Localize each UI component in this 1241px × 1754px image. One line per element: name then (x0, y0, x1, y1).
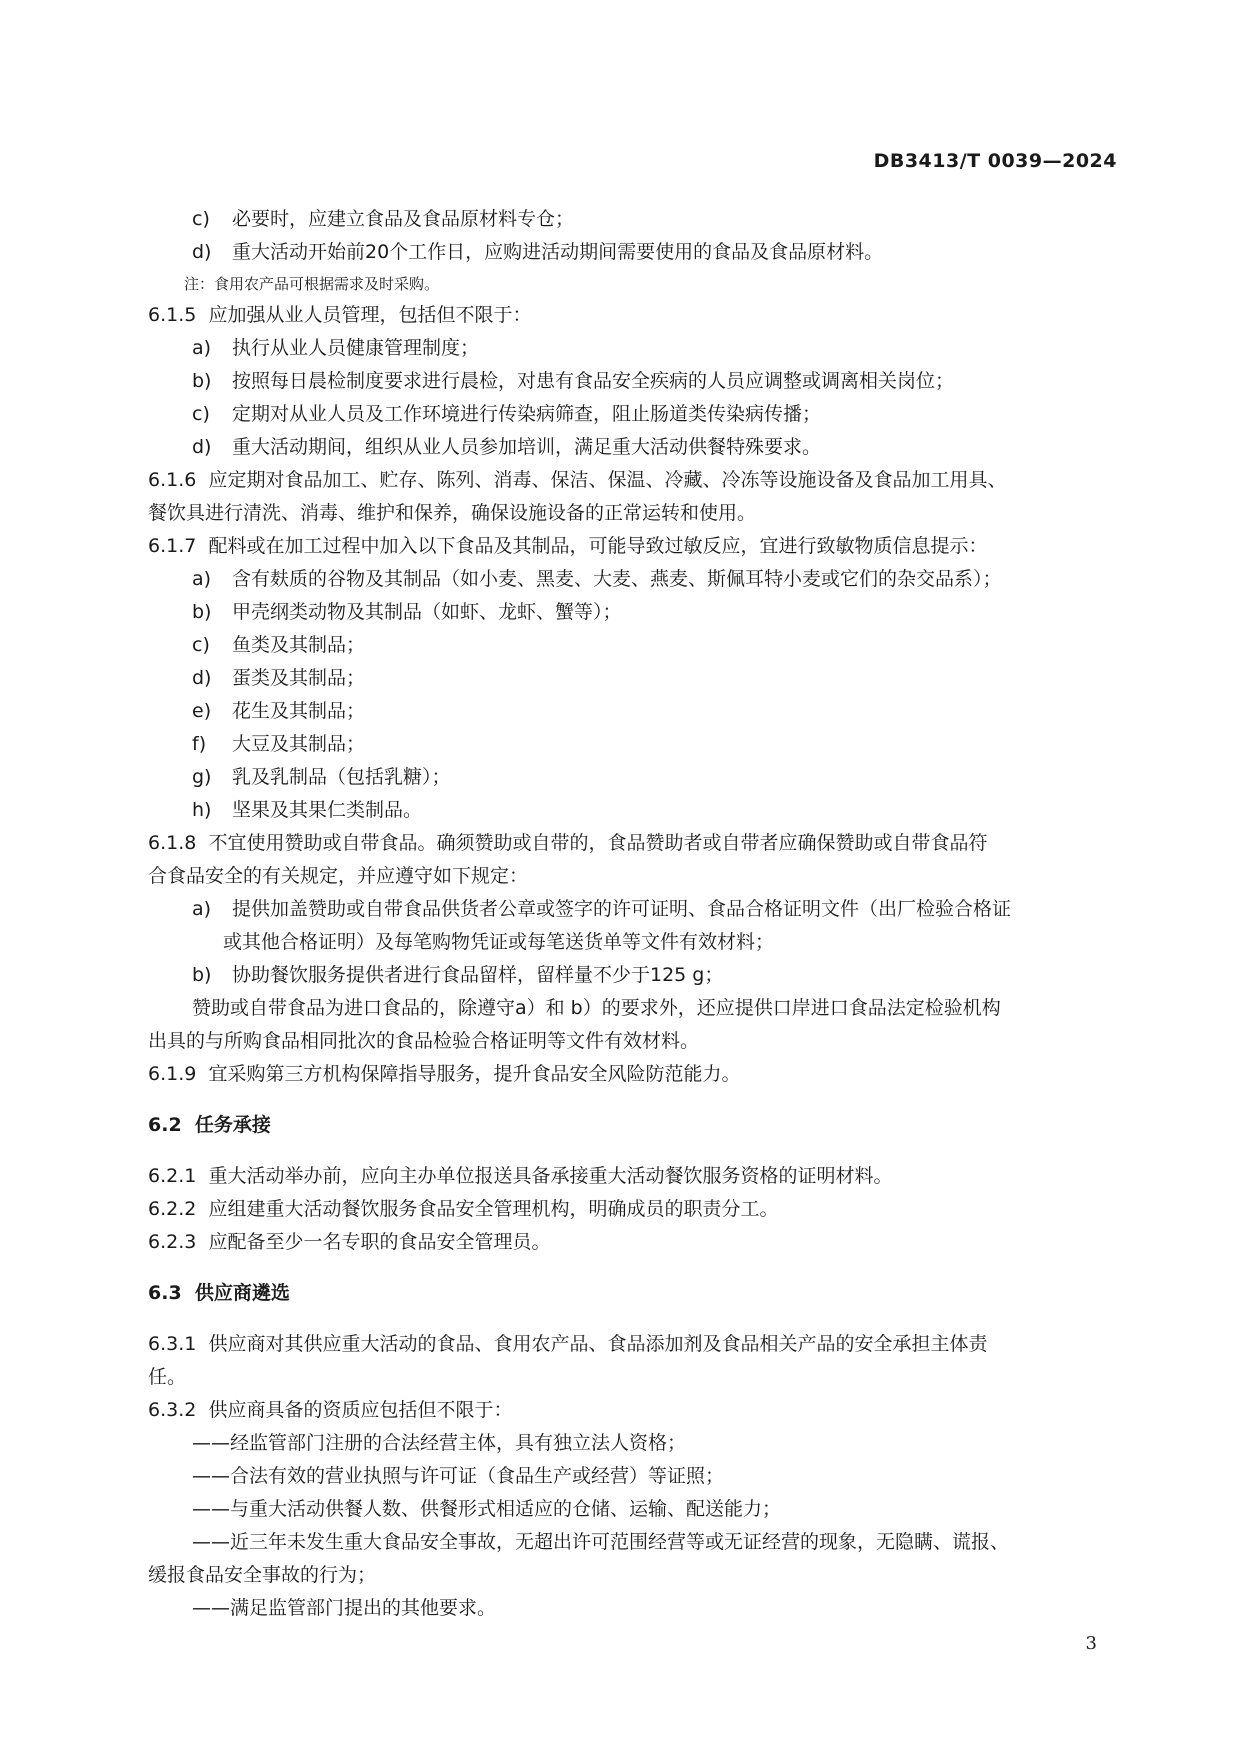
paragraph-text: 赞助或自带食品为进口食品的，除遵守a）和 b）的要求外，还应提供口岸进口食品法定检验机构 (192, 997, 1001, 1019)
clause (148, 464, 1128, 497)
list-item-continuation (148, 926, 1128, 959)
list-item-label: e) (192, 700, 212, 722)
list-item-text: 含有麸质的谷物及其制品（如小麦、黑麦、大麦、燕麦、斯佩耳特小麦或它们的杂交品系）； (232, 568, 1002, 590)
clause-number: 6.2.2 (148, 1198, 197, 1220)
list-item-text: 协助餐饮服务提供者进行食品留样，留样量不少于125 g； (232, 964, 724, 986)
paragraph (148, 992, 1128, 1025)
paragraph-continuation (148, 1025, 1128, 1058)
list-item (148, 893, 1128, 926)
clause (148, 299, 1128, 332)
clause-text: 应加强从业人员管理，包括但不限于： (208, 304, 532, 326)
list-item-label: b) (192, 964, 212, 986)
clause (148, 1058, 1128, 1091)
list-item-label: c) (192, 403, 210, 425)
paragraph-text: 任。 (148, 1366, 187, 1388)
paragraph-continuation (148, 1559, 1128, 1592)
paragraph (148, 1592, 1128, 1625)
paragraph-text: ——合法有效的营业执照与许可证（食品生产或经营）等证照； (192, 1465, 725, 1487)
paragraph-text: ——近三年未发生重大食品安全事故，无超出许可范围经营等或无证经营的现象，无隐瞒、谎报、 (192, 1531, 1010, 1553)
list-item (148, 662, 1128, 695)
list-item-text: 花生及其制品； (232, 700, 366, 722)
list-item-text: 鱼类及其制品； (232, 634, 366, 656)
list-item (148, 728, 1128, 761)
clause-number: 6.3.2 (148, 1399, 197, 1421)
paragraph (148, 1526, 1128, 1559)
list-item (148, 398, 1128, 431)
clause-number: 6.2.1 (148, 1165, 197, 1187)
list-item-text: 重大活动开始前20个工作日，应购进活动期间需要使用的食品及食品原材料。 (232, 241, 884, 263)
clause (148, 1394, 1128, 1427)
list-item-text: 提供加盖赞助或自带食品供货者公章或签字的许可证明、食品合格证明文件（出厂检验合格证 (232, 898, 1012, 920)
list-item-text: 坚果及其果仁类制品。 (232, 799, 423, 821)
list-item-label: d) (192, 241, 212, 263)
clause-text: 配料或在加工过程中加入以下食品及其制品，可能导致过敏反应，宜进行致敏物质信息提示： (208, 535, 988, 557)
list-item-label: a) (192, 898, 212, 920)
note (148, 269, 1128, 299)
paragraph-text: ——满足监管部门提出的其他要求。 (192, 1597, 497, 1619)
list-item-label: c) (192, 634, 210, 656)
paragraph-text: ——经监管部门注册的合法经营主体，具有独立法人资格； (192, 1432, 687, 1454)
list-item-text: 或其他合格证明）及每笔购物凭证或每笔送货单等文件有效材料； (223, 931, 775, 953)
paragraph-continuation (148, 497, 1128, 530)
paragraph (148, 1427, 1128, 1460)
note-text: 注：食用农产品可根据需求及时采购。 (184, 275, 440, 293)
clause-number: 6.3.1 (148, 1333, 197, 1355)
clause (148, 1226, 1128, 1259)
section-title: 供应商遴选 (194, 1282, 290, 1304)
list-item (148, 959, 1128, 992)
clause-number: 6.1.9 (148, 1063, 197, 1085)
list-item-label: a) (192, 568, 212, 590)
list-item (148, 431, 1128, 464)
paragraph-text: 合食品安全的有关规定，并应遵守如下规定： (148, 865, 529, 887)
document-body (148, 203, 1128, 1625)
paragraph-continuation (148, 860, 1128, 893)
section-heading (148, 1277, 1128, 1310)
paragraph-text: 餐饮具进行清洗、消毒、维护和保养，确保设施设备的正常运转和使用。 (148, 502, 757, 524)
paragraph-text: 出具的与所购食品相同批次的食品检验合格证明等文件有效材料。 (148, 1030, 700, 1052)
clause-number: 6.1.8 (148, 832, 197, 854)
clause-text: 宜采购第三方机构保障指导服务，提升食品安全风险防范能力。 (208, 1063, 741, 1085)
list-item (148, 563, 1128, 596)
list-item (148, 629, 1128, 662)
list-item-text: 必要时，应建立食品及食品原材料专仓； (232, 208, 575, 230)
list-item-label: b) (192, 601, 212, 623)
list-item-label: c) (192, 208, 210, 230)
paragraph (148, 1493, 1128, 1526)
list-item-text: 定期对从业人员及工作环境进行传染病筛查，阻止肠道类传染病传播； (232, 403, 822, 425)
clause-text: 供应商具备的资质应包括但不限于： (208, 1399, 513, 1421)
clause-text: 应组建重大活动餐饮服务食品安全管理机构，明确成员的职责分工。 (208, 1198, 779, 1220)
section-number: 6.2 (148, 1114, 182, 1136)
list-item-text: 重大活动期间，组织从业人员参加培训，满足重大活动供餐特殊要求。 (232, 436, 822, 458)
list-item-label: d) (192, 436, 212, 458)
clause (148, 1193, 1128, 1226)
list-item-label: h) (192, 799, 212, 821)
list-item (148, 365, 1128, 398)
list-item-label: a) (192, 337, 212, 359)
section-number: 6.3 (148, 1282, 182, 1304)
list-item-text: 大豆及其制品； (232, 733, 366, 755)
clause-number: 6.1.6 (148, 469, 197, 491)
list-item (148, 332, 1128, 365)
clause-text: 供应商对其供应重大活动的食品、食用农产品、食品添加剂及食品相关产品的安全承担主体责 (208, 1333, 988, 1355)
list-item-text: 按照每日晨检制度要求进行晨检，对患有食品安全疾病的人员应调整或调离相关岗位； (232, 370, 955, 392)
list-item-text: 蛋类及其制品； (232, 667, 366, 689)
list-item (148, 596, 1128, 629)
list-item-text: 执行从业人员健康管理制度； (232, 337, 480, 359)
page-number: 3 (1085, 1633, 1097, 1654)
list-item (148, 695, 1128, 728)
clause (148, 1160, 1128, 1193)
list-item-label: d) (192, 667, 212, 689)
list-item (148, 236, 1128, 269)
clause (148, 1328, 1128, 1361)
clause-text: 不宜使用赞助或自带食品。确须赞助或自带的，食品赞助者或自带者应确保赞助或自带食品符 (208, 832, 988, 854)
clause-number: 6.2.3 (148, 1231, 197, 1253)
clause-text: 应配备至少一名专职的食品安全管理员。 (208, 1231, 551, 1253)
list-item (148, 761, 1128, 794)
list-item-text: 甲壳纲类动物及其制品（如虾、龙虾、蟹等）； (232, 601, 622, 623)
paragraph-text: 缓报食品安全事故的行为； (148, 1564, 377, 1586)
section-heading (148, 1109, 1128, 1142)
section-title: 任务承接 (194, 1114, 271, 1136)
list-item-label: f) (192, 733, 207, 755)
list-item-label: b) (192, 370, 212, 392)
list-item (148, 203, 1128, 236)
clause (148, 530, 1128, 563)
clause-number: 6.1.7 (148, 535, 197, 557)
clause-text: 应定期对食品加工、贮存、陈列、消毒、保洁、保温、冷藏、冷冻等设施设备及食品加工用具、 (208, 469, 1007, 491)
list-item (148, 794, 1128, 827)
paragraph-continuation (148, 1361, 1128, 1394)
clause-text: 重大活动举办前，应向主办单位报送具备承接重大活动餐饮服务资格的证明材料。 (208, 1165, 893, 1187)
list-item-label: g) (192, 766, 212, 788)
document-code: DB3413/T 0039—2024 (873, 150, 1117, 172)
clause-number: 6.1.5 (148, 304, 197, 326)
clause (148, 827, 1128, 860)
list-item-text: 乳及乳制品（包括乳糖）； (232, 766, 451, 788)
paragraph (148, 1460, 1128, 1493)
paragraph-text: ——与重大活动供餐人数、供餐形式相适应的仓储、运输、配送能力； (192, 1498, 782, 1520)
